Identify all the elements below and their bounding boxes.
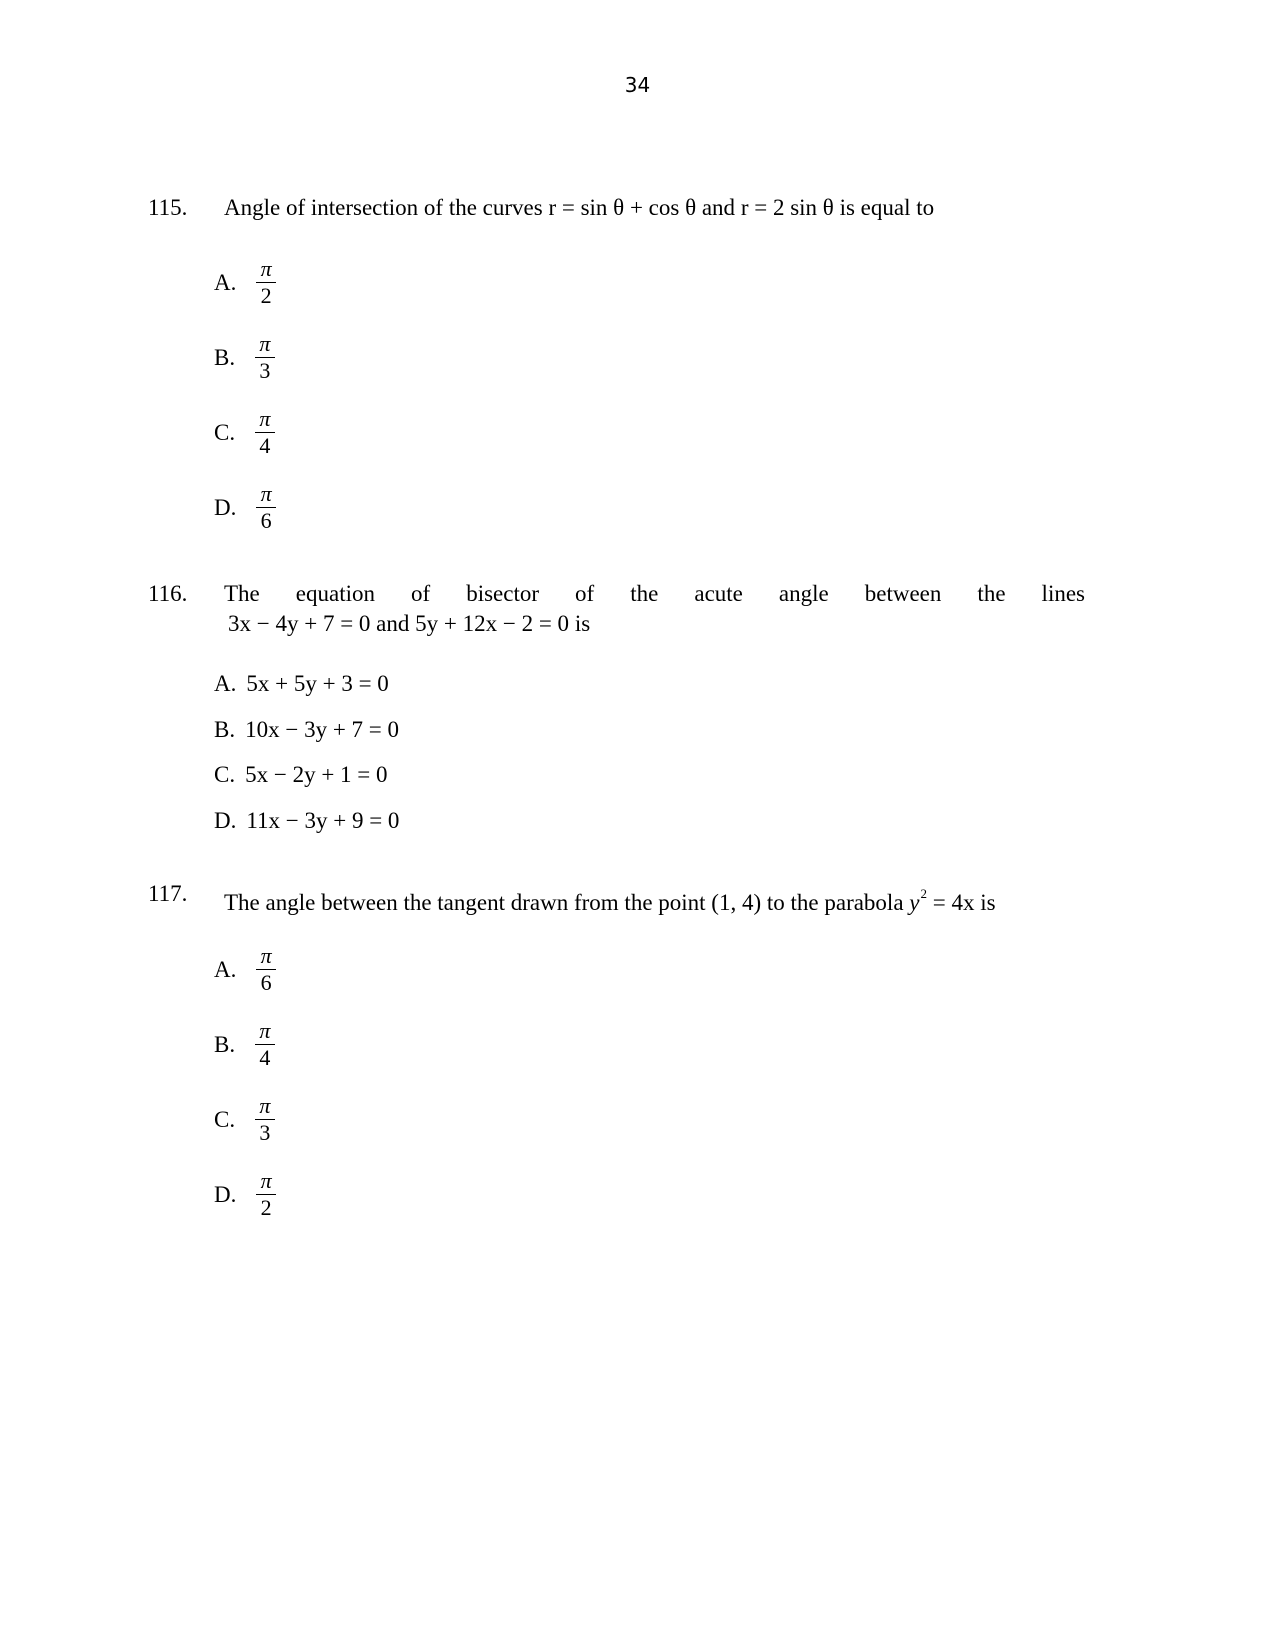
- option-letter: C.: [214, 761, 236, 787]
- option-fraction: [256, 481, 276, 534]
- option-letter: B.: [214, 344, 236, 370]
- question-text: [224, 879, 1123, 918]
- curve-equation-2: r = 2 sin θ: [740, 195, 834, 220]
- parabola-rest: = 4x: [927, 890, 975, 915]
- option-letter: A.: [214, 670, 237, 696]
- option-fraction: [255, 1093, 275, 1146]
- fraction-numerator: π: [260, 256, 272, 281]
- question-text-after: is equal to: [833, 195, 935, 220]
- fraction-numerator: π: [259, 331, 271, 356]
- option-letter: A.: [214, 956, 237, 982]
- option-expression: 11x − 3y + 9 = 0: [246, 807, 400, 833]
- fraction-denominator: 3: [259, 358, 271, 383]
- question-text-before: Angle of intersection of the curves: [224, 195, 549, 220]
- fraction-numerator: π: [259, 406, 271, 431]
- question-text-line2: [224, 609, 1085, 639]
- option-fraction: [256, 1168, 276, 1221]
- option-letter: C.: [214, 1106, 236, 1132]
- option-letter: C.: [214, 419, 236, 445]
- fraction-denominator: 2: [260, 283, 272, 308]
- question-text-before: The angle between the tangent drawn from the point (1, 4) to the parabola: [224, 890, 910, 915]
- option-expression: 10x − 3y + 7 = 0: [245, 716, 400, 742]
- parabola-equation: [909, 886, 975, 915]
- option-letter: D.: [214, 1181, 237, 1207]
- fraction-numerator: π: [260, 943, 272, 968]
- option-fraction: [255, 406, 275, 459]
- fraction-numerator: π: [259, 1018, 271, 1043]
- option-letter: D.: [214, 494, 237, 520]
- question-text-line1: The equation of bisector of the acute angle between the lines: [224, 581, 1085, 606]
- question-text: [224, 579, 1085, 639]
- parabola-exponent: 2: [920, 886, 928, 901]
- parabola-variable: y: [909, 890, 920, 915]
- option-letter: A.: [214, 269, 237, 295]
- line-equation-1: 3x − 4y + 7 = 0: [228, 611, 371, 636]
- question-text-mid: and: [370, 611, 416, 636]
- option-letter: B.: [214, 1031, 236, 1057]
- question-text-after: is: [974, 890, 996, 915]
- question-text: [224, 193, 1123, 223]
- option-fraction: [255, 331, 275, 384]
- question-text-after: is: [569, 611, 591, 636]
- option-fraction: [255, 1018, 275, 1071]
- fraction-denominator: 6: [260, 508, 272, 533]
- fraction-denominator: 6: [260, 970, 272, 995]
- option-fraction: [256, 943, 276, 996]
- option-expression: 5x − 2y + 1 = 0: [245, 761, 388, 787]
- fraction-denominator: 4: [259, 1045, 271, 1070]
- page-number: 34: [624, 73, 651, 97]
- line-equation-2: 5y + 12x − 2 = 0: [415, 611, 570, 636]
- fraction-denominator: 4: [259, 433, 271, 458]
- option-letter: D.: [214, 807, 237, 833]
- fraction-denominator: 3: [259, 1120, 271, 1145]
- option-fraction: [256, 256, 276, 309]
- question-number: 115.: [148, 195, 188, 220]
- fraction-numerator: π: [259, 1093, 271, 1118]
- question-text-mid: and: [696, 195, 741, 220]
- fraction-denominator: 2: [260, 1195, 272, 1220]
- question-number: 117.: [148, 881, 188, 906]
- curve-equation-1: r = sin θ + cos θ: [548, 195, 697, 220]
- option-letter: B.: [214, 716, 236, 742]
- fraction-numerator: π: [260, 481, 272, 506]
- fraction-numerator: π: [260, 1168, 272, 1193]
- question-number: 116.: [148, 581, 188, 606]
- option-expression: 5x + 5y + 3 = 0: [246, 670, 389, 696]
